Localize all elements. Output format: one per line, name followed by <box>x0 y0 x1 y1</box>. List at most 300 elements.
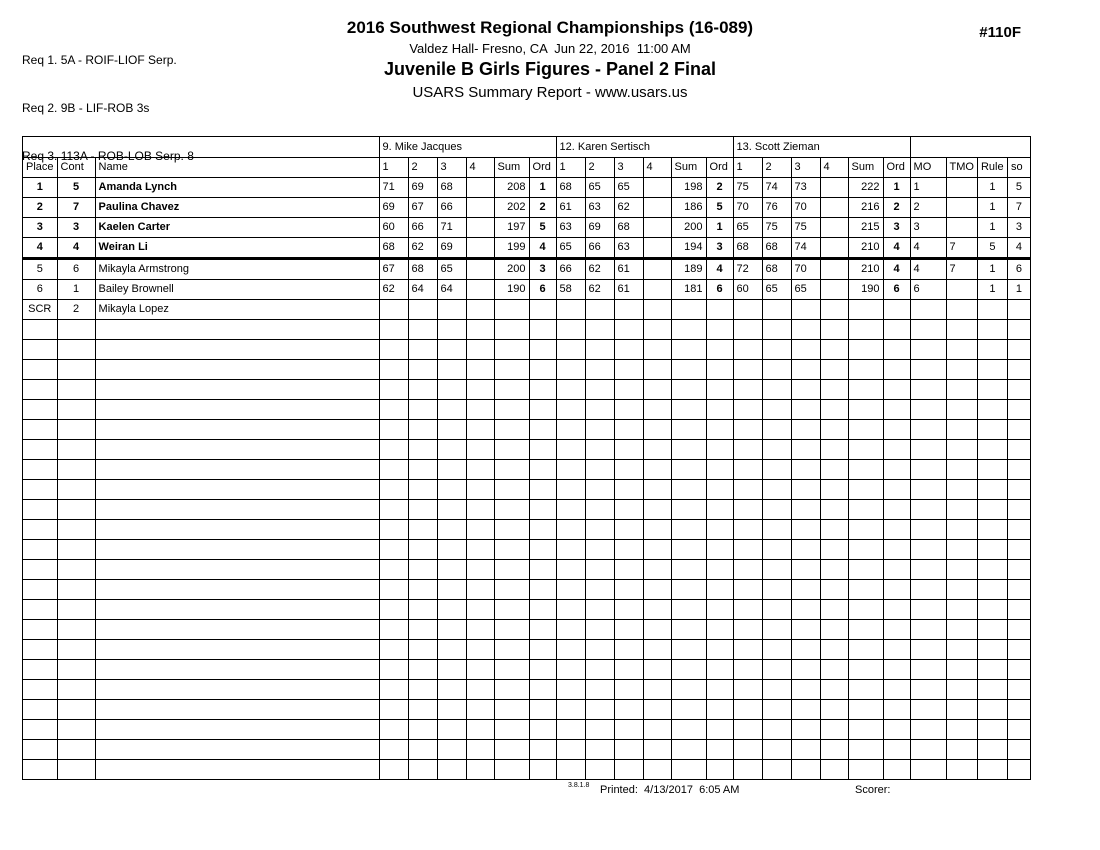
score-cell <box>466 760 494 780</box>
score-cell <box>820 640 848 660</box>
empty-row <box>23 600 1031 620</box>
sum-cell <box>848 480 883 500</box>
score-cell <box>643 178 671 198</box>
ord-cell <box>883 340 910 360</box>
sum-cell <box>848 720 883 740</box>
ord-cell <box>706 540 733 560</box>
score-cell <box>466 380 494 400</box>
sum-cell <box>494 320 529 340</box>
sum-cell <box>671 300 706 320</box>
so-cell <box>1007 340 1030 360</box>
column-header-cell: Ord <box>883 158 910 178</box>
rule-cell <box>977 540 1007 560</box>
score-cell <box>585 660 614 680</box>
score-cell <box>643 300 671 320</box>
sum-cell <box>848 600 883 620</box>
score-cell <box>791 360 820 380</box>
so-cell: 1 <box>1007 280 1030 300</box>
name-cell: Paulina Chavez <box>95 198 379 218</box>
score-cell <box>643 320 671 340</box>
empty-row <box>23 380 1031 400</box>
rule-cell <box>977 680 1007 700</box>
score-cell <box>791 680 820 700</box>
score-cell <box>379 460 408 480</box>
place-cell <box>23 560 58 580</box>
score-cell: 65 <box>791 280 820 300</box>
championship-title: 2016 Southwest Regional Championships (16-089) <box>346 18 754 37</box>
empty-row <box>23 640 1031 660</box>
ord-cell <box>706 300 733 320</box>
score-cell: 58 <box>556 280 585 300</box>
score-cell: 68 <box>614 218 643 238</box>
score-cell <box>466 198 494 218</box>
place-cell: 4 <box>23 238 58 259</box>
ord-cell <box>529 520 556 540</box>
score-cell: 68 <box>408 259 437 280</box>
score-cell <box>437 620 466 640</box>
rule-cell <box>977 380 1007 400</box>
score-cell <box>437 400 466 420</box>
tmo-cell <box>946 540 977 560</box>
score-cell <box>585 520 614 540</box>
rule-cell: 5 <box>977 238 1007 259</box>
rule-cell <box>977 740 1007 760</box>
ord-cell <box>706 700 733 720</box>
mo-cell <box>910 560 946 580</box>
mo-cell <box>910 600 946 620</box>
sum-cell <box>494 500 529 520</box>
ord-cell <box>883 640 910 660</box>
rule-cell <box>977 320 1007 340</box>
score-cell: 63 <box>585 198 614 218</box>
rule-cell <box>977 460 1007 480</box>
score-cell <box>820 320 848 340</box>
ord-cell <box>529 700 556 720</box>
score-cell <box>437 640 466 660</box>
ord-cell <box>883 580 910 600</box>
score-cell <box>733 520 762 540</box>
sum-cell <box>848 640 883 660</box>
name-cell: Weiran Li <box>95 238 379 259</box>
score-cell <box>556 360 585 380</box>
ord-cell <box>883 460 910 480</box>
ord-cell <box>883 480 910 500</box>
score-cell <box>733 660 762 680</box>
column-header-cell: Sum <box>848 158 883 178</box>
score-cell <box>556 560 585 580</box>
ord-cell <box>883 660 910 680</box>
score-cell <box>733 480 762 500</box>
column-header-cell: Sum <box>671 158 706 178</box>
score-cell <box>791 660 820 680</box>
rule-cell <box>977 580 1007 600</box>
score-cell <box>762 360 791 380</box>
ord-cell <box>706 740 733 760</box>
place-cell <box>23 580 58 600</box>
sum-cell: 216 <box>848 198 883 218</box>
score-cell <box>733 640 762 660</box>
score-cell <box>408 480 437 500</box>
ord-cell <box>706 340 733 360</box>
sum-cell <box>494 520 529 540</box>
score-cell <box>643 400 671 420</box>
score-cell <box>733 440 762 460</box>
score-cell: 65 <box>614 178 643 198</box>
score-cell: 62 <box>585 280 614 300</box>
tmo-cell <box>946 340 977 360</box>
ord-cell <box>883 500 910 520</box>
score-cell <box>466 238 494 259</box>
ord-cell <box>883 420 910 440</box>
score-cell <box>556 500 585 520</box>
mo-cell <box>910 480 946 500</box>
name-cell <box>95 380 379 400</box>
score-cell <box>733 360 762 380</box>
empty-row <box>23 520 1031 540</box>
score-cell <box>733 600 762 620</box>
score-cell <box>556 680 585 700</box>
ord-cell: 2 <box>706 178 733 198</box>
column-header-cell: 1 <box>379 158 408 178</box>
rule-cell <box>977 620 1007 640</box>
judge-header-row <box>23 137 1031 158</box>
cont-cell <box>57 720 95 740</box>
column-header-cell: Ord <box>706 158 733 178</box>
ord-cell <box>883 620 910 640</box>
score-cell <box>791 500 820 520</box>
sum-cell: 210 <box>848 259 883 280</box>
score-cell: 69 <box>437 238 466 259</box>
score-cell <box>733 320 762 340</box>
score-cell <box>614 680 643 700</box>
score-cell <box>556 380 585 400</box>
sum-cell: 200 <box>494 259 529 280</box>
score-cell <box>379 300 408 320</box>
empty-row <box>23 760 1031 780</box>
score-cell <box>791 600 820 620</box>
ord-cell <box>529 720 556 740</box>
so-cell <box>1007 600 1030 620</box>
score-cell <box>585 320 614 340</box>
place-cell <box>23 720 58 740</box>
score-cell <box>379 700 408 720</box>
mo-cell <box>910 500 946 520</box>
score-cell <box>379 740 408 760</box>
ord-cell <box>706 760 733 780</box>
ord-cell <box>706 560 733 580</box>
printed-label: Printed: 4/13/2017 6:05 AM <box>600 784 740 796</box>
scorer-label: Scorer: <box>855 784 891 796</box>
cont-cell: 1 <box>57 280 95 300</box>
sum-cell <box>494 440 529 460</box>
score-cell <box>643 720 671 740</box>
score-cell <box>791 380 820 400</box>
so-cell: 6 <box>1007 259 1030 280</box>
tmo-cell <box>946 560 977 580</box>
so-cell: 3 <box>1007 218 1030 238</box>
score-cell <box>820 238 848 259</box>
score-cell <box>408 440 437 460</box>
score-cell <box>614 620 643 640</box>
cont-cell <box>57 500 95 520</box>
cont-cell <box>57 560 95 580</box>
score-cell <box>643 480 671 500</box>
name-cell <box>95 520 379 540</box>
sum-cell <box>848 380 883 400</box>
score-cell <box>643 740 671 760</box>
score-cell <box>762 400 791 420</box>
so-cell <box>1007 580 1030 600</box>
result-row <box>23 300 1031 320</box>
score-cell <box>408 680 437 700</box>
sum-cell: 186 <box>671 198 706 218</box>
score-cell <box>820 460 848 480</box>
sum-cell: 208 <box>494 178 529 198</box>
empty-row <box>23 720 1031 740</box>
place-cell <box>23 440 58 460</box>
place-cell <box>23 740 58 760</box>
version-label: 3.8.1.8 <box>568 782 590 789</box>
mo-cell <box>910 620 946 640</box>
so-cell <box>1007 720 1030 740</box>
so-cell <box>1007 460 1030 480</box>
score-cell <box>556 340 585 360</box>
score-cell <box>379 760 408 780</box>
cont-cell: 5 <box>57 178 95 198</box>
name-cell <box>95 420 379 440</box>
ord-cell <box>883 560 910 580</box>
score-cell <box>408 520 437 540</box>
ord-cell <box>706 520 733 540</box>
score-cell <box>791 400 820 420</box>
score-cell <box>820 300 848 320</box>
score-cell <box>379 680 408 700</box>
mo-cell <box>910 380 946 400</box>
place-cell <box>23 520 58 540</box>
score-cell: 68 <box>437 178 466 198</box>
score-cell <box>820 620 848 640</box>
cont-cell <box>57 680 95 700</box>
score-cell <box>791 460 820 480</box>
score-cell <box>585 560 614 580</box>
place-cell <box>23 460 58 480</box>
score-cell <box>820 480 848 500</box>
place-cell <box>23 660 58 680</box>
score-cell: 67 <box>379 259 408 280</box>
score-cell <box>820 178 848 198</box>
score-cell <box>379 480 408 500</box>
rule-cell <box>977 560 1007 580</box>
rule-cell <box>977 640 1007 660</box>
score-cell <box>733 680 762 700</box>
score-cell <box>820 360 848 380</box>
column-header-cell: Ord <box>529 158 556 178</box>
score-cell: 63 <box>556 218 585 238</box>
column-header-cell: 3 <box>437 158 466 178</box>
score-cell: 60 <box>379 218 408 238</box>
footer <box>22 782 1028 798</box>
score-cell <box>379 640 408 660</box>
ord-cell <box>529 400 556 420</box>
score-cell <box>437 460 466 480</box>
score-cell <box>791 620 820 640</box>
score-cell <box>556 300 585 320</box>
column-header-cell: 1 <box>556 158 585 178</box>
score-cell <box>408 600 437 620</box>
sum-cell: 202 <box>494 198 529 218</box>
tmo-cell <box>946 198 977 218</box>
name-cell <box>95 540 379 560</box>
event-number: #110F <box>979 24 1021 41</box>
ord-cell: 5 <box>529 218 556 238</box>
tmo-cell <box>946 620 977 640</box>
ord-cell: 1 <box>883 178 910 198</box>
score-cell <box>379 380 408 400</box>
score-cell: 71 <box>437 218 466 238</box>
score-cell <box>762 520 791 540</box>
score-cell <box>762 440 791 460</box>
ord-cell <box>529 660 556 680</box>
score-cell <box>585 420 614 440</box>
place-cell <box>23 640 58 660</box>
score-cell <box>466 440 494 460</box>
rule-cell <box>977 760 1007 780</box>
score-cell <box>791 340 820 360</box>
score-cell <box>643 680 671 700</box>
sum-cell <box>671 660 706 680</box>
ord-cell <box>529 500 556 520</box>
mo-cell <box>910 440 946 460</box>
score-cell <box>466 540 494 560</box>
score-cell <box>379 620 408 640</box>
sum-cell <box>848 420 883 440</box>
ord-cell: 4 <box>529 238 556 259</box>
tmo-cell <box>946 720 977 740</box>
tmo-cell <box>946 360 977 380</box>
mo-cell <box>910 360 946 380</box>
sum-cell <box>494 380 529 400</box>
score-cell <box>466 500 494 520</box>
column-header-cell: TMO <box>946 158 977 178</box>
judge-row-spacer <box>23 137 380 158</box>
score-cell <box>408 300 437 320</box>
ord-cell <box>706 360 733 380</box>
so-cell <box>1007 640 1030 660</box>
empty-row <box>23 700 1031 720</box>
cont-cell <box>57 420 95 440</box>
mo-cell: 4 <box>910 259 946 280</box>
mo-cell <box>910 320 946 340</box>
so-cell <box>1007 320 1030 340</box>
score-cell <box>379 520 408 540</box>
score-cell <box>791 520 820 540</box>
score-cell <box>820 560 848 580</box>
name-cell <box>95 500 379 520</box>
place-cell: SCR <box>23 300 58 320</box>
tmo-cell <box>946 380 977 400</box>
ord-cell <box>883 600 910 620</box>
tmo-cell <box>946 600 977 620</box>
sum-cell <box>848 540 883 560</box>
judge-name-cell: 12. Karen Sertisch <box>556 137 733 158</box>
column-header-cell: 4 <box>643 158 671 178</box>
sum-cell <box>671 440 706 460</box>
score-cell <box>556 640 585 660</box>
sum-cell <box>848 520 883 540</box>
score-cell <box>379 720 408 740</box>
score-cell <box>643 280 671 300</box>
sum-cell <box>494 620 529 640</box>
rule-cell <box>977 720 1007 740</box>
column-header-cell: 4 <box>466 158 494 178</box>
score-cell <box>820 600 848 620</box>
score-cell <box>614 600 643 620</box>
cont-cell: 3 <box>57 218 95 238</box>
sum-cell <box>494 740 529 760</box>
score-cell <box>437 340 466 360</box>
ord-cell: 1 <box>529 178 556 198</box>
tmo-cell <box>946 660 977 680</box>
ord-cell <box>706 480 733 500</box>
score-cell: 62 <box>408 238 437 259</box>
sum-cell <box>671 640 706 660</box>
name-cell <box>95 360 379 380</box>
score-cell <box>379 440 408 460</box>
score-cell <box>820 440 848 460</box>
so-cell <box>1007 440 1030 460</box>
cont-cell <box>57 320 95 340</box>
score-cell: 61 <box>614 280 643 300</box>
column-header-cell: 4 <box>820 158 848 178</box>
score-cell <box>408 320 437 340</box>
score-cell <box>762 460 791 480</box>
ord-cell <box>529 580 556 600</box>
score-cell <box>762 760 791 780</box>
score-cell <box>820 500 848 520</box>
tmo-cell <box>946 420 977 440</box>
score-cell <box>643 238 671 259</box>
score-cell <box>466 480 494 500</box>
score-cell <box>820 580 848 600</box>
mo-cell <box>910 540 946 560</box>
score-cell <box>379 340 408 360</box>
mo-cell <box>910 740 946 760</box>
sum-cell <box>671 740 706 760</box>
ord-cell <box>706 400 733 420</box>
ord-cell <box>883 740 910 760</box>
ord-cell <box>529 440 556 460</box>
tmo-cell <box>946 320 977 340</box>
ord-cell <box>883 440 910 460</box>
sum-cell: 190 <box>494 280 529 300</box>
score-cell <box>762 740 791 760</box>
score-cell <box>614 360 643 380</box>
score-cell <box>556 740 585 760</box>
sum-cell <box>494 760 529 780</box>
ord-cell: 2 <box>883 198 910 218</box>
place-cell: 2 <box>23 198 58 218</box>
so-cell <box>1007 620 1030 640</box>
cont-cell: 2 <box>57 300 95 320</box>
so-cell <box>1007 500 1030 520</box>
name-cell <box>95 480 379 500</box>
ord-cell <box>883 400 910 420</box>
score-cell <box>556 700 585 720</box>
score-cell <box>820 680 848 700</box>
score-cell <box>733 580 762 600</box>
score-cell: 66 <box>585 238 614 259</box>
score-cell <box>556 520 585 540</box>
